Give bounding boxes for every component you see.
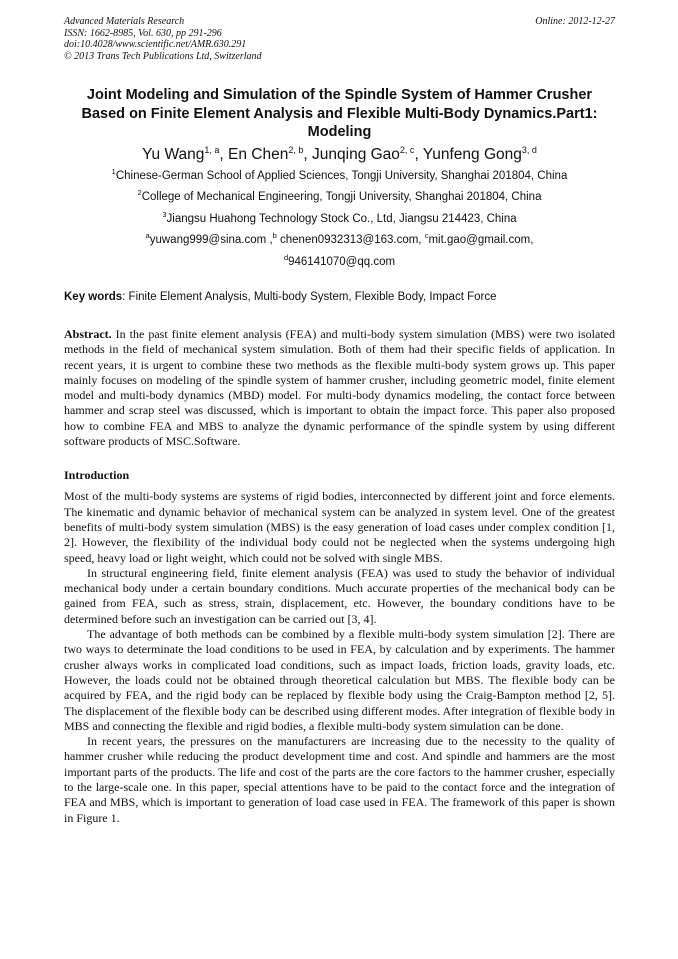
- affiliation-2: $^2$College of Mechanical Engineering, Tongji University, Shanghai 201804, China: [137, 188, 542, 203]
- author-list: [64, 144, 615, 166]
- email-c[interactable]: mit.gao@gmail.com: [428, 234, 531, 246]
- intro-paragraph-3: The advantage of both methods can be combined by a flexible multi-body system simulation [2]. There are two ways to determinate the load conditions to be used in FEA, by calculation and by experiments. The hammer crusher always works in complicated load conditions, such as impact loads, friction loads, gravity loads, etc. However, the loads could not be obtained through theoretical calculation but MBS. The flexible body can be acquired by FEA, and the rigid body can be replaced by flexible body using the Craig-Bampton method [2, 5]. The displacement of the flexible body can be described using different modes. After integration of flexible body in MBS and connecting the flexible and rigid bodies, a flexible multi-body system simulation can be done.: [64, 627, 615, 733]
- journal-header: [64, 16, 615, 66]
- keywords-text: : Finite Element Analysis, Multi-body System, Flexible Body, Impact Force: [122, 291, 497, 303]
- paper-title: Joint Modeling and Simulation of the Spindle System of Hammer Crusher Based on Finite Element Analysis and Flexible Multi-Body Dynamics.Part1: Modeling: [81, 87, 598, 140]
- issn-line: ISSN: 1662-8985, Vol. 630, pp 291-296: [64, 27, 222, 39]
- keywords: [64, 290, 615, 305]
- email-d[interactable]: 946141070@qq.com: [288, 255, 396, 268]
- author: Yunfeng Gong$^{3, d}$: [422, 144, 537, 163]
- journal-name: Advanced Materials Research: [64, 16, 185, 27]
- email-b[interactable]: chenen0932313@163.com: [280, 234, 419, 246]
- paper-page: [64, 16, 615, 826]
- author: Yu Wang$^{1, a}$,: [142, 144, 229, 163]
- journal-meta: [64, 16, 262, 62]
- affiliation-3: $^3$Jiangsu Huahong Technology Stock Co., Ltd, Jiangsu 214423, China: [162, 209, 517, 225]
- intro-paragraph-1: Most of the multi-body systems are systems of rigid bodies, interconnected by different joint and force elements. The kinematic and dynamic behavior of mechanical system can be analyzed in system level. One of the greatest benefits of multi-body system simulation (MBS) is the easy generation of load cases under complex condition [1, 2]. However, the flexibility of the individual body could not be neglected when the systems undergoing high speed, heavy load or light weight, which could not be solved with single MBS.: [64, 489, 615, 565]
- email-line-2: $^d$946141070@qq.com: [283, 252, 396, 268]
- copyright-line: © 2013 Trans Tech Publications Ltd, Switzerland: [64, 50, 262, 62]
- abstract-text: In the past finite element analysis (FEA) and multi-body system simulation (MBS) were two isolated methods in the field of mechanical system simulation. Both of them had their specific fields of application. In recent years, it is urgent to combine these two methods as the flexible multi-body system grows up. This paper mainly focuses on modeling of the spindle system of hammer crusher, including geometric model, finite element model and multi-body dynamics (MBD) model. For multi-body dynamics modeling, the contact force between hammer and scrap steel was discussed, which is important to obtain the impact force. This paper also proposed how to combine FEA and MBS to analyze the dynamic performance of the spindle system by using different software products of MSC.Software.: [64, 327, 615, 449]
- author: En Chen$^{2, b}$,: [228, 144, 313, 163]
- introduction-heading: Introduction: [64, 468, 130, 483]
- author: Junqing Gao$^{2, c}$,: [312, 144, 423, 163]
- abstract: [64, 327, 615, 449]
- affiliation-1: $^1$Chinese-German School of Applied Sciences, Tongji University, Shanghai 201804, China: [111, 166, 568, 182]
- introduction-body: [64, 489, 615, 826]
- email-line-1: $^a$yuwang999@sina.com ,$^b$ chenen0932313@163.com, $^c$mit.gao@gmail.com,: [145, 231, 534, 246]
- intro-paragraph-4: In recent years, the pressures on the manufacturers are increasing due to the necessity to the quality of hammer crusher while reducing the product development time and cost. And spindle and hammers are the most important parts of the products. The life and cost of the parts are the core factors to the hammer crusher, especially to the large-scale one. In this paper, special attentions have to be paid to the contact force and the integration of FEA and MBS, which is important to generation of load case used in FEA. The framework of this paper is shown in Figure 1.: [64, 734, 615, 825]
- doi-line: doi:10.4028/www.scientific.net/AMR.630.291: [64, 39, 247, 50]
- abstract-label: Abstract.: [64, 327, 112, 341]
- keywords-label: Key words: [64, 291, 123, 303]
- online-date: Online: 2012-12-27: [535, 16, 615, 27]
- email-a[interactable]: yuwang999@sina.com: [149, 234, 267, 246]
- intro-paragraph-2: In structural engineering field, finite element analysis (FEA) was used to study the behavior of individual mechanical body under a certain boundary conditions. Much accurate properties of the mechanical body can be gained from FEA, such as stress, strain, displacement, etc. However, the boundary conditions have to be determined before such an investigation can be carried out [3, 4].: [64, 565, 615, 626]
